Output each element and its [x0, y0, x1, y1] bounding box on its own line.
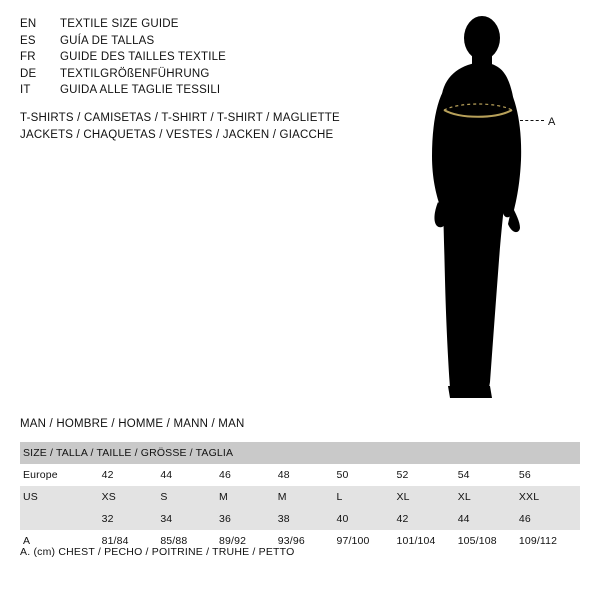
table-cell: 32 [102, 508, 161, 530]
language-code: IT [20, 84, 31, 96]
measure-label-a: A [548, 116, 556, 128]
table-cell: 48 [278, 464, 337, 486]
table-cell: 89/92 [219, 530, 278, 552]
row-label: US [20, 486, 102, 508]
table-cell: 40 [337, 508, 397, 530]
language-row [20, 33, 380, 50]
table-cell: L [337, 486, 397, 508]
language-text: GUIDE DES TAILLES TEXTILE [60, 51, 227, 63]
language-text: GUÍA DE TALLAS [60, 34, 155, 47]
language-list [20, 16, 380, 99]
table-cell: S [160, 486, 219, 508]
table-cell: 54 [458, 464, 519, 486]
table-cell: XL [396, 486, 457, 508]
language-row [20, 49, 380, 66]
category-jackets: JACKETS / CHAQUETAS / VESTES / JACKEN / GIACCHE [20, 129, 334, 141]
table-cell: XL [458, 486, 519, 508]
table-cell: 42 [396, 508, 457, 530]
table-cell: 36 [219, 508, 278, 530]
table-cell: 44 [458, 508, 519, 530]
language-row [20, 66, 380, 83]
table-cell: 46 [519, 508, 580, 530]
language-text: TEXTILGRÖßENFÜHRUNG [60, 67, 210, 80]
language-row [20, 16, 380, 33]
table-cell: M [219, 486, 278, 508]
table-cell: 81/84 [102, 530, 161, 552]
language-row [20, 82, 380, 99]
table-cell: 44 [160, 464, 219, 486]
language-code: ES [20, 34, 36, 47]
language-text: TEXTILE SIZE GUIDE [60, 18, 179, 30]
language-code: EN [20, 18, 37, 30]
table-header-label: SIZE / TALLA / TAILLE / GRÖSSE / TAGLIA [20, 442, 580, 464]
table-cell: 97/100 [337, 530, 397, 552]
table-cell: 85/88 [160, 530, 219, 552]
table-cell: XS [102, 486, 161, 508]
table-cell: M [278, 486, 337, 508]
table-cell: 93/96 [278, 530, 337, 552]
table-header-row [20, 442, 580, 464]
table-cell: 109/112 [519, 530, 580, 552]
language-code: DE [20, 67, 37, 80]
table-cell: 105/108 [458, 530, 519, 552]
table-cell: 38 [278, 508, 337, 530]
row-label: Europe [20, 464, 102, 486]
measure-dash-line [520, 120, 544, 122]
row-label: A [20, 530, 102, 552]
table-cell: 42 [102, 464, 161, 486]
table-cell: XXL [519, 486, 580, 508]
category-list [20, 110, 420, 144]
row-label [20, 508, 102, 530]
size-table [20, 442, 580, 552]
language-text: GUIDA ALLE TAGLIE TESSILI [60, 84, 221, 96]
table-cell: 50 [337, 464, 397, 486]
category-tshirts: T-SHIRTS / CAMISETAS / T-SHIRT / T-SHIRT / MAGLIETTE [20, 112, 340, 124]
footnote: A. (cm) CHEST / PECHO / POITRINE / TRUHE / PETTO [20, 546, 295, 558]
language-code: FR [20, 51, 36, 63]
table-cell: 56 [519, 464, 580, 486]
male-silhouette-figure [400, 10, 600, 410]
table-row [20, 508, 580, 530]
table-cell: 52 [396, 464, 457, 486]
table-cell: 34 [160, 508, 219, 530]
table-row [20, 486, 580, 508]
table-cell: 101/104 [396, 530, 457, 552]
table-title: MAN / HOMBRE / HOMME / MANN / MAN [20, 418, 245, 430]
table-row [20, 464, 580, 486]
table-cell: 46 [219, 464, 278, 486]
silhouette-icon [400, 10, 600, 410]
